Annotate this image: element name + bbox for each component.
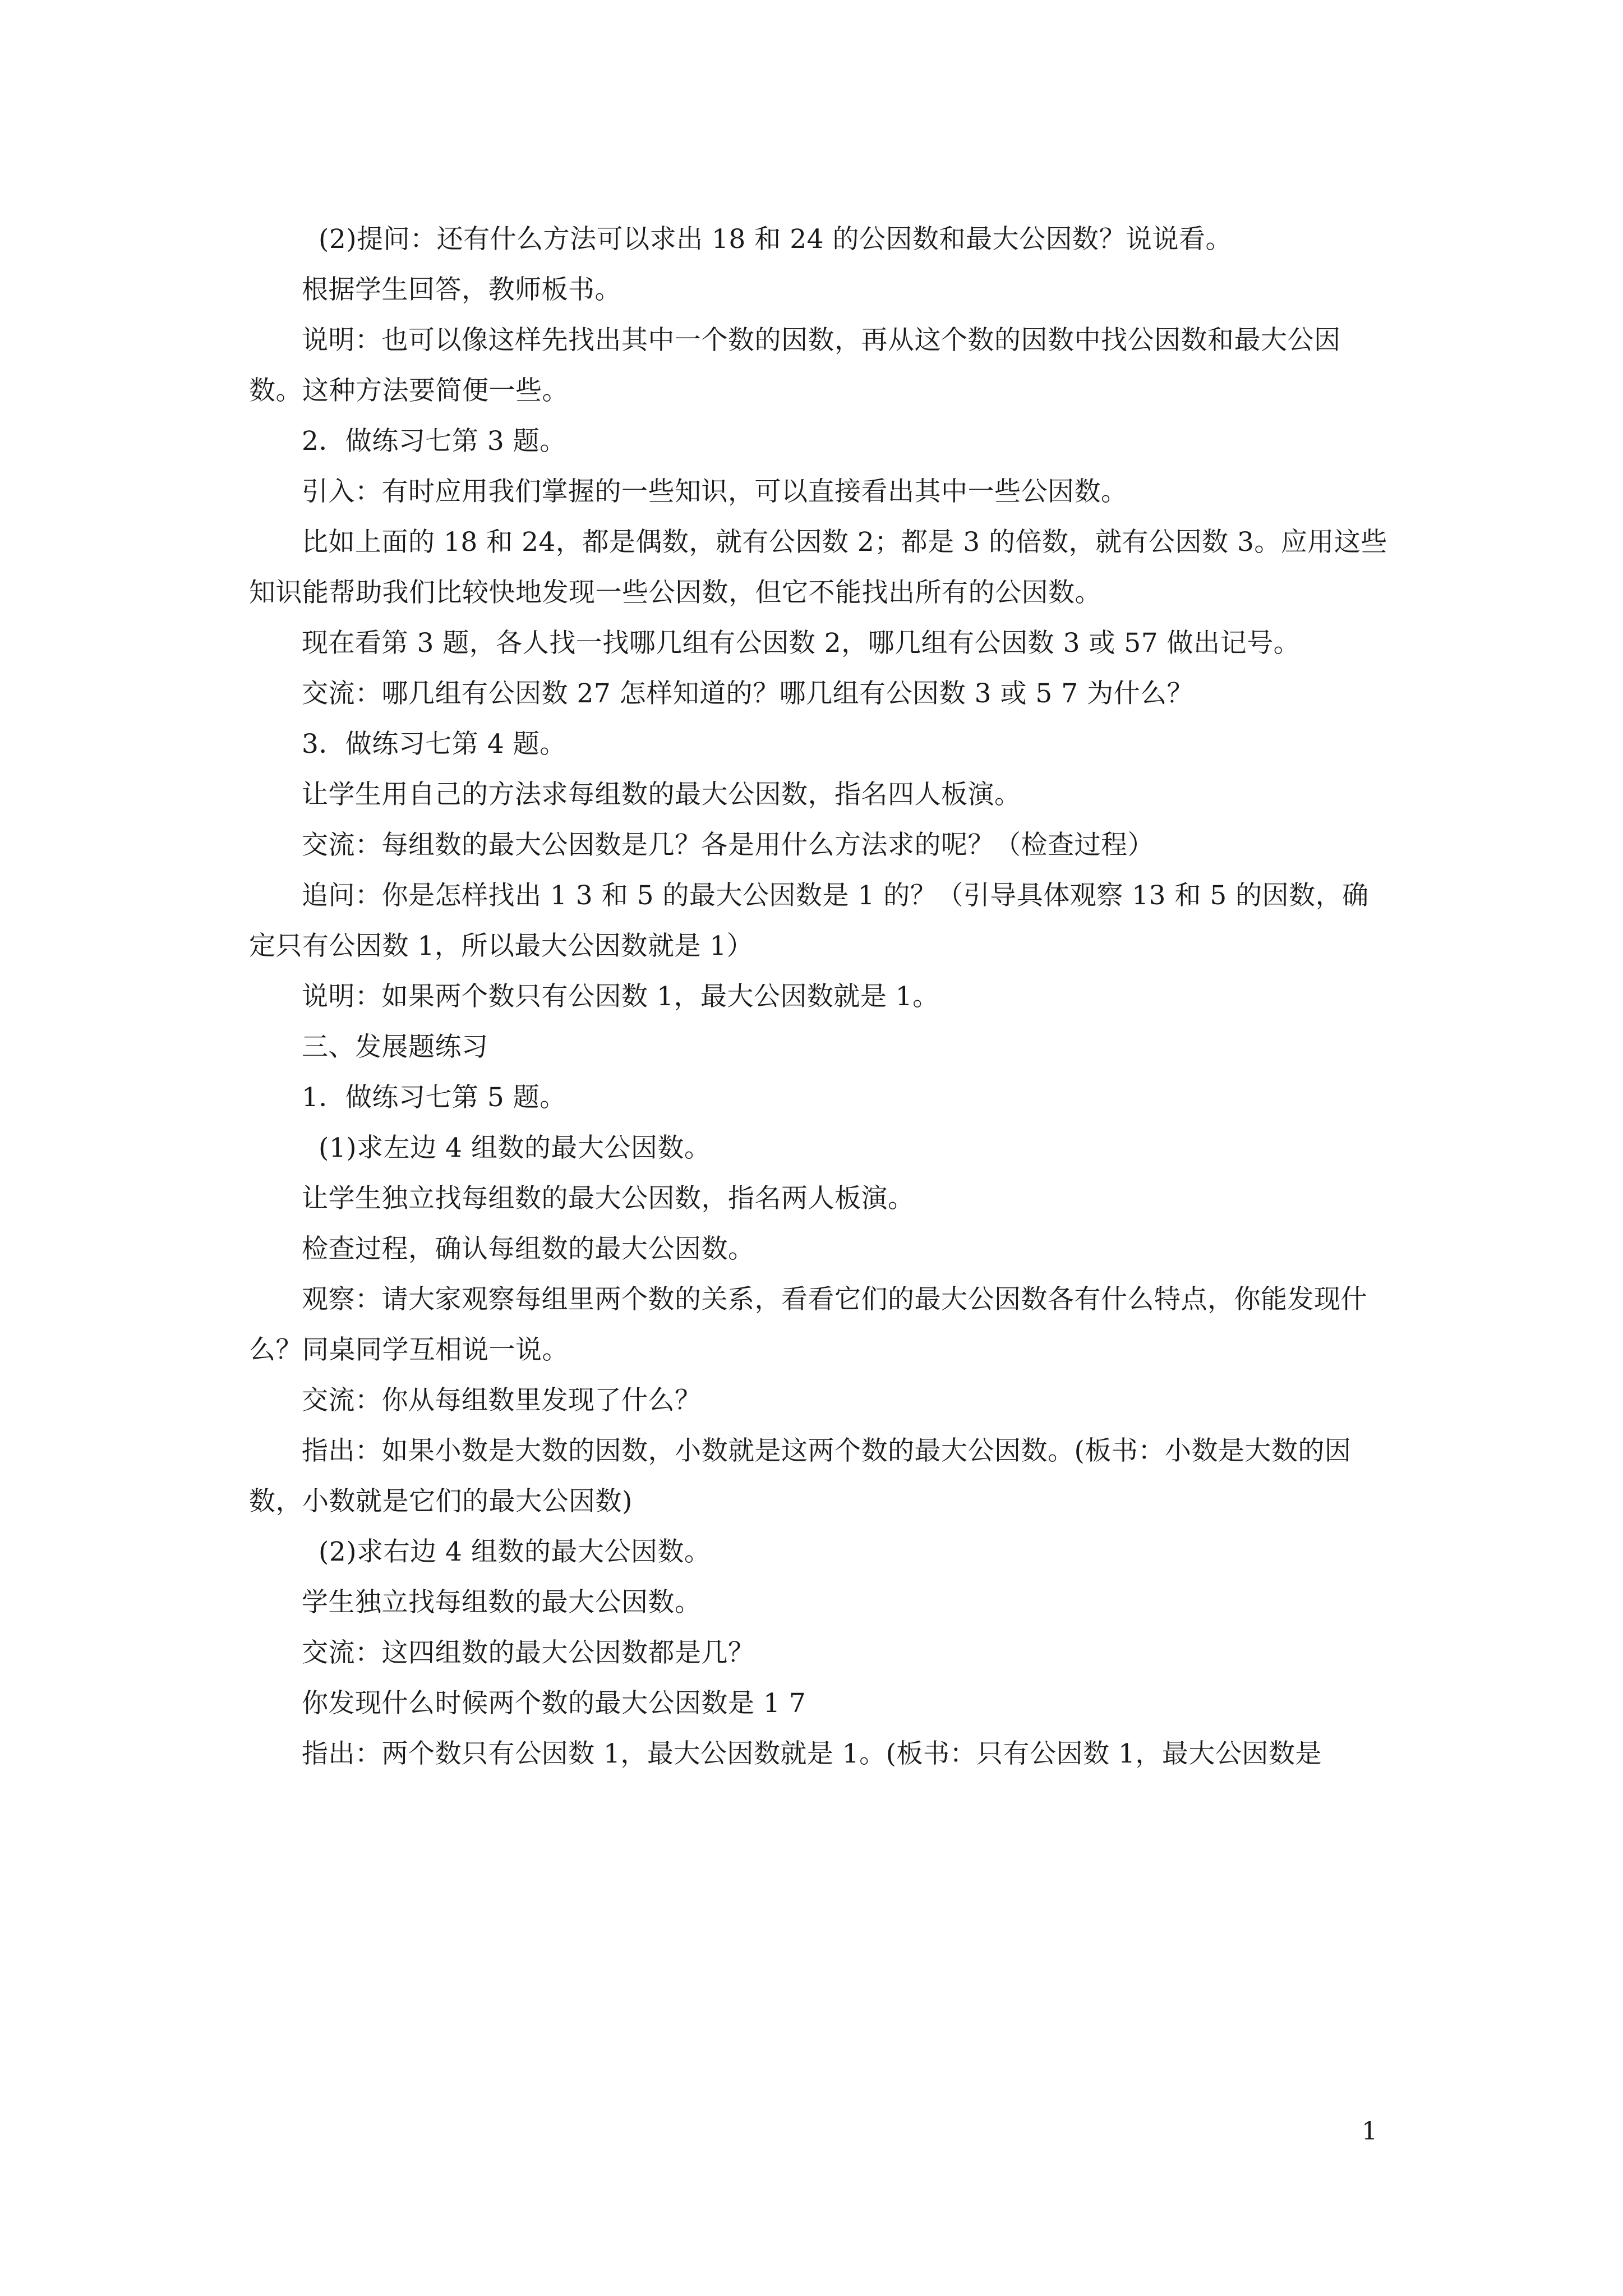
paragraph: 你发现什么时候两个数的最大公因数是 1 7 [302, 1688, 806, 1719]
paragraph: (1)求左边 4 组数的最大公因数。 [319, 1133, 711, 1163]
page-number: 1 [1362, 2117, 1377, 2146]
paragraph: 指出：两个数只有公因数 1，最大公因数就是 1。(板书：只有公因数 1，最大公因数是 [302, 1738, 1322, 1769]
paragraph: 观察：请大家观察每组里两个数的关系，看看它们的最大公因数各有什么特点，你能发现什么？同桌同学互相说一说。 [249, 1284, 1367, 1365]
paragraph: 让学生用自己的方法求每组数的最大公因数，指名四人板演。 [302, 779, 1021, 810]
paragraph: 根据学生回答，教师板书。 [302, 274, 621, 305]
paragraph: 让学生独立找每组数的最大公因数，指名两人板演。 [302, 1183, 915, 1214]
paragraph: 交流：你从每组数里发现了什么？ [302, 1385, 702, 1416]
paragraph: 比如上面的 18 和 24，都是偶数，就有公因数 2；都是 3 的倍数，就有公因数 3。应用这些知识能帮助我们比较快地发现一些公因数，但它不能找出所有的公因数。 [249, 527, 1387, 608]
paragraph: 指出：如果小数是大数的因数，小数就是这两个数的最大公因数。(板书：小数是大数的因数，小数就是它们的最大公因数) [249, 1435, 1352, 1517]
paragraph: 引入：有时应用我们掌握的一些知识，可以直接看出其中一些公因数。 [302, 476, 1128, 507]
paragraph: 追问：你是怎样找出 1 3 和 5 的最大公因数是 1 的？（引导具体观察 13 和 5 的因数，确定只有公因数 1，所以最大公因数就是 1） [249, 880, 1369, 961]
paragraph: 检查过程，确认每组数的最大公因数。 [302, 1234, 755, 1264]
paragraph: 交流：每组数的最大公因数是几？各是用什么方法求的呢？（检查过程） [302, 830, 1154, 861]
paragraph: 说明：也可以像这样先找出其中一个数的因数，再从这个数的因数中找公因数和最大公因数。这种方法要简便一些。 [249, 325, 1341, 406]
paragraph: 交流：哪几组有公因数 27 怎样知道的？哪几组有公因数 3 或 5 7 为什么？ [302, 678, 1194, 709]
paragraph: 说明：如果两个数只有公因数 1，最大公因数就是 1。 [302, 981, 939, 1012]
paragraph: 三、发展题练习 [302, 1032, 488, 1062]
paragraph: 交流：这四组数的最大公因数都是几？ [302, 1637, 755, 1668]
paragraph: 2．做练习七第 3 题。 [302, 426, 566, 457]
paragraph: 3．做练习七第 4 题。 [302, 729, 566, 760]
paragraph: (2)求右边 4 组数的最大公因数。 [319, 1536, 711, 1567]
paragraph: (2)提问：还有什么方法可以求出 18 和 24 的公因数和最大公因数？说说看。 [319, 224, 1232, 255]
document-body [249, 214, 1393, 1779]
paragraph: 现在看第 3 题，各人找一找哪几组有公因数 2，哪几组有公因数 3 或 57 做出记号。 [302, 628, 1301, 659]
paragraph: 学生独立找每组数的最大公因数。 [302, 1587, 702, 1618]
paragraph: 1．做练习七第 5 题。 [302, 1082, 566, 1113]
